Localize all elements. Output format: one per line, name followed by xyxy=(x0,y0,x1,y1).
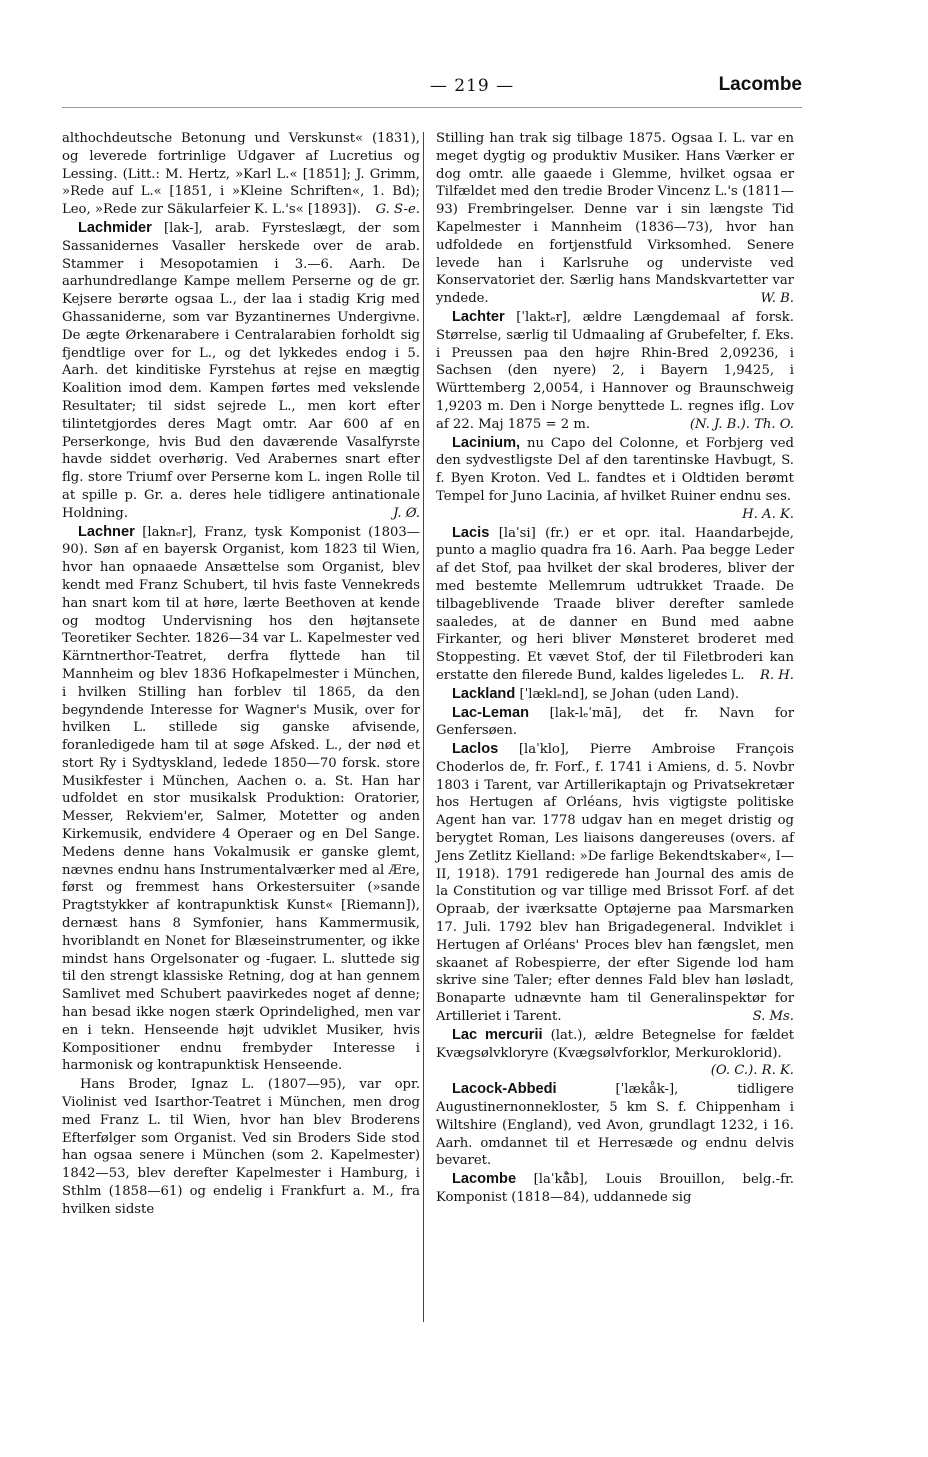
dictionary-entry xyxy=(436,309,794,434)
entry-headword: Lackland xyxy=(452,685,516,702)
entry-headword: Lachner xyxy=(78,523,135,540)
page-number: — 219 — xyxy=(429,76,515,96)
entry-headword: Lacinium, xyxy=(452,434,521,451)
entry-headword: Lac mercurii xyxy=(452,1026,543,1043)
column-divider xyxy=(423,132,424,1322)
left-column xyxy=(62,130,420,1220)
dictionary-entry xyxy=(436,1027,794,1080)
dictionary-entry xyxy=(62,220,420,523)
author-signature: R. H. xyxy=(759,667,794,683)
dictionary-entry xyxy=(436,741,794,1026)
entry-headword: Lacis xyxy=(452,524,490,541)
entry-paragraph xyxy=(62,1076,420,1218)
running-head: Lacombe xyxy=(718,74,802,95)
entry-text: [ˈlaktₑr], ældre Længdemaal af forsk. Størrelse, særlig til Udmaaling af Grubefelter, f. Eks. i Preussen paa den højre Rhin-Bred 2,09236, i Sachsen (den nyere) 2, i Bayern 1,9425, i Württemberg 2,0054, i Hannover og Braunschweig 1,9203 m. Den i Norge benyttede L. regnes iflg. Lov af 22. Maj 1875 = 2 m. xyxy=(436,309,794,432)
entry-text: althochdeutsche Betonung und Verskunst« (1831), og leverede fortrinlige Udgaver af Lucretius og Lessing. (Litt.: M. Hertz, »Karl L.« [1851]; J. Grimm, »Rede auf L.« [1851, i »Kleine Schriften«, 1. Bd); Leo, »Rede zur Säkularfeier K. L.'s« [1893]). xyxy=(62,131,420,218)
entry-paragraph xyxy=(436,130,794,308)
entry-text: (lat.), ældre Betegnelse for fældet Kvægsølvkloryre (Kvægsølvforklor, Merkuroklorid). xyxy=(436,1027,795,1061)
entry-headword: Lachmider xyxy=(78,219,152,236)
entry-headword: Lachter xyxy=(452,308,505,325)
entry-text: [ˈlæklₑnd], se Johan (uden Land). xyxy=(519,686,740,702)
entry-text: [lak-], arab. Fyrsteslægt, der som Sassanidernes Vasaller herskede over de arab. Stammer i Mesopotamien i 3.—6. Aarh. De aarhundredlange Kampe mellem Perserne og de gr. Kejsere berørte ogsaa L., der laa i stadig Krig med Ghassaniderne, som var Byzantinernes Undergivne. De ægte Ørkenarabere i Centralarabien forholdt sig fjendtlige over for L., og det lykkedes endog i 5. Aarh. det kinditiske Fyrstehus at rejse en mægtig Koalition imod dem. Kampen førtes med vekslende Resultater; til sidst sejrede L., men kort efter tilintetgjordes deres Magt omtr. Aar 600 af en Perserkonge, hvis Bud den daværende Vasalfyrste havde siddet overhørig. Ved Arabernes snart efter flg. store Triumf over Perserne kom L. ingen Rolle til at spille p. Gr. a. deres hele tidligere antinationale Holdning. xyxy=(62,220,420,521)
author-signature: W. B. xyxy=(760,291,794,307)
entry-text: [laˈsi] (fr.) er et opr. ital. Haandarbejde, punto a maglio quadra fra 16. Aarh. Paa begge Leder af det Stof, paa hvilket der skal broderes, bliver der med bestemte Mellemrum udtrukket Traade. De tilbageblivende Traade bliver derefter samlede saaledes, at de danner en Bund med aabne Firkanter, og heri bliver Mønsteret broderet med Stoppesting. Et vævet Stof, der til Filetbroderi kan erstatte den filerede Bund, kaldes ligeledes L. xyxy=(436,525,794,683)
entry-headword: Lacock-Abbedi xyxy=(452,1081,557,1098)
dictionary-entry xyxy=(436,1171,794,1207)
header-rule xyxy=(62,107,802,108)
entry-headword: Lacombe xyxy=(452,1171,517,1188)
entry-text: [ˈlækåk-], tidligere Augustinernonnekloster, 5 km S. f. Chippenham i Wiltshire (England), ved Avon, grundlagt 1232, i 16. Aarh. omdannet til et Herresæde og endnu delvis bevaret. xyxy=(436,1082,794,1169)
entry-paragraph xyxy=(62,130,420,219)
dictionary-entry xyxy=(436,435,794,524)
dictionary-entry xyxy=(62,524,420,1076)
dictionary-entry xyxy=(436,705,794,741)
dictionary-entry xyxy=(436,686,794,704)
entry-text: [laˈklo], Pierre Ambroise François Choderlos de, fr. Forf., f. 1741 i Amiens, d. 5. Novbr 1803 i Tarent, var Artillerikaptajn og Privatsekretær hos Hertugen af Orléans, hvis vigtigste politiske Agent han var. 1778 udgav han en meget dristig og berygtet Roman, Les liaisons dangereuses (overs. af Jens Zetlitz Kielland: »De farlige Bekendtskaber«, I—II, 1918). 1791 redigerede han Journal des amis de la Constitution og var tillige med Brissot Forf. af det Opraab, der iværksatte Optøjerne paa Marsmarken 17. Juli. 1792 blev han Brigadegeneral. Indviklet i Hertugen af Orléans' Proces blev han fængslet, men skaanet af Robespierre, der efter Sigende lod ham skrive sine Taler; efter dennes Fald blev han løsladt, Bonaparte udnævnte ham til Generalinspektør for Artilleriet i Tarent. xyxy=(436,742,794,1025)
author-signature: (N. J. B.). Th. O. xyxy=(689,416,794,432)
right-column xyxy=(436,130,794,1208)
page-header xyxy=(62,76,802,100)
entry-text: Hans Broder, Ignaz L. (1807—95), var opr. Violinist ved Isarthor-Teatret i München, men drog med Franz L. til Wien, hvor han blev Broderens Efterfølger som Organist. Ved sin Broders Side stod han ogsaa senere i München (som 2. Kapelmester) 1842—53, blev derefter Kapelmester i Hamburg, i Sthlm (1858—61) og endelig i Frankfurt a. M., fra hvilken sidste xyxy=(62,1077,420,1217)
author-signature: G. S-e. xyxy=(375,202,420,218)
entry-headword: Lac-Leman xyxy=(452,704,530,721)
entry-text: Stilling han trak sig tilbage 1875. Ogsaa I. L. var en meget dygtig og produktiv Musiker. Hans Værker er dog omtr. alle gaaede i Glemme, hvilket ogsaa er Tilfældet med den tredie Broder Vincenz L.'s (1811—93) Frembringelser. Denne var i sin længste Tid Kapelmester i Mannheim (1836—73), hvor han udfoldede en fortjenstfuld Virksomhed. Senere levede han i Karlsruhe og underviste ved Konservatoriet der. Særlig hans Mandskvartetter var yndede. xyxy=(436,131,794,307)
entry-text: [laknₑr], Franz, tysk Komponist (1803—90). Søn af en bayersk Organist, kom 1823 til Wien, hvor han opnaaede Ansættelse som Organist, blev kendt med Franz Schubert, til hvis faste Vennekreds han snart kom til at høre, lærte Beethoven at kende og modtog Undervisning hos den højtansete Teoretiker Sechter. 1826—34 var L. Kapelmester ved Kärntnerthor-Teatret, derfra flyttede han til Mannheim og blev 1836 Hofkapelmester i München, i hvilken Stilling han forblev til 1865, da den begyndende Interesse for Wagner's Musik, over for hvilken L. stillede sig ganske afvisende, foranledigede ham til at søge Afsked. L., der nød et stort Ry i Sydtyskland, ledede 1850—70 forsk. store Musikfester i München, Aachen o. a. St. Han har udfoldet en stor musikalsk Produktion: Oratorier, Messer, Rekviem'er, Salmer, Motetter og anden Kirkemusik, endvidere 4 Operaer og en Del Sange. Medens denne hans Vokalmusik er ganske glemt, nævnes endnu hans Instrumentalværker med al Ære, først og fremmest hans Orkestersuiter (»sande Pragtstykker af kontrapunktisk Kunst« [Riemann]), dernæst hans 8 Symfonier, hans Kammermusik, hvoriblandt en Nonet for Blæseinstrumenter, og ikke mindst hans Orgelsonater og -fugaer. L. sluttede sig til den strengt klassiske Retning, dog at han gennem Samlivet med Schubert paavirkedes noget af denne; han besad ikke nogen stærk Oprindelighed, men var en i tekn. Henseende højt udviklet Musiker, hvis Kompositioner endnu frembyder Interesse i harmonisk og kontrapunktisk Henseende. xyxy=(62,524,420,1074)
author-signature: S. Ms. xyxy=(752,1009,794,1025)
entry-headword: Laclos xyxy=(452,741,499,758)
entry-text: [laˈkå̃b], Louis Brouillon, belg.-fr. Komponist (1818—84), uddannede sig xyxy=(436,1172,795,1206)
author-signature: H. A. K. xyxy=(742,506,794,522)
entry-text: [lak-lₑˈmā], det fr. Navn for Genfersøen. xyxy=(436,705,794,739)
entry-text: nu Capo del Colonne, et Forbjerg ved den sydvestligste Del af den tarentinske Havbugt, S. f. Byen Kroton. Ved L. fandtes et i Oldtiden berømt Tempel for Juno Lacinia, af hvilket Ruiner endnu ses. xyxy=(436,435,794,504)
author-signature: (O. C.). R. K. xyxy=(710,1063,794,1079)
dictionary-entry xyxy=(436,1081,794,1170)
dictionary-entry xyxy=(436,525,794,685)
author-signature: J. Ø. xyxy=(393,505,420,521)
